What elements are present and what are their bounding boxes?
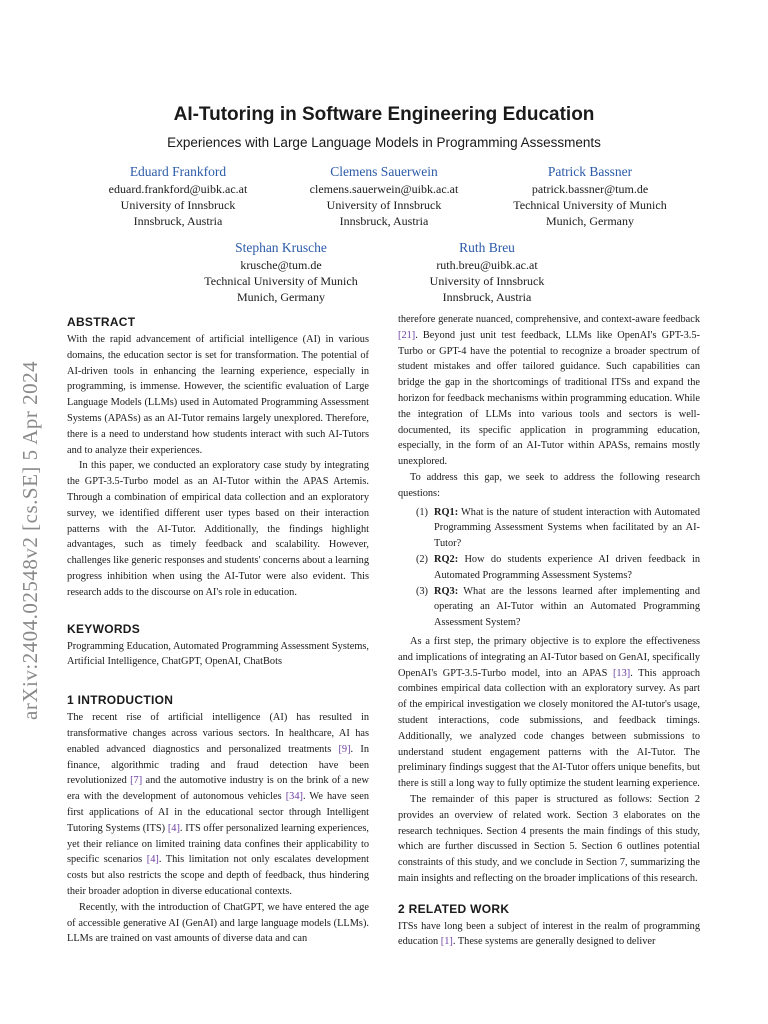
author-name[interactable]: Ruth Breu	[459, 240, 515, 255]
author-block	[367, 239, 607, 305]
intro-paragraph: The recent rise of artificial intelligence (AI) has resulted in transformative changes across various sectors. In healthcare, AI has enabled advanced diagnostics and personalized treatments [9]. In finance, algorithmic trading and fraud detection have been revolutionized [7] and the automotive industry is on the brink of a new era with the development of autonomous vehicles [34]. We have seen first applications of AI in the educational sector through Intelligent Tutoring Systems (ITS) [4]. ITS offer personalized learning experiences, yet their reliance on limited training data confines their applicability to specific scenarios [4]. This limitation not only escalates development costs but also restricts the scope and depth of feedback, thus hindering their broader adoption in diverse educational contexts.	[67, 712, 369, 897]
research-questions-list	[398, 505, 700, 631]
list-number: (3)	[415, 585, 428, 597]
author-name[interactable]: Stephan Krusche	[235, 240, 327, 255]
author-block	[58, 163, 298, 229]
intro-paragraph: The remainder of this paper is structured as follows: Section 2 provides an overview of related work. Section 3 elaborates on the research techniques. Section 4 presents the main findings of this study, which are further discussed in Section 5. Section 6 outlines potential constraints of this study, and we conclude in Section 7, summarizing the main insights and reflecting on the broader implications of this research.	[398, 793, 700, 884]
citation-link[interactable]: [4]	[167, 822, 180, 834]
author-email: ruth.breu@uibk.ac.at	[436, 258, 538, 272]
author-email: clemens.sauerwein@uibk.ac.at	[309, 182, 459, 196]
author-email: krusche@tum.de	[240, 258, 322, 272]
citation-link[interactable]: [1]	[440, 936, 453, 948]
keywords-text: Programming Education, Automated Programming Assessment Systems, Artificial Intelligence, ChatGPT, OpenAI, ChatBots	[67, 640, 369, 668]
intro-paragraph: As a first step, the primary objective is to explore the effectiveness and implications of integrating an AI-Tutor based on GenAI, specifically OpenAI's GPT-3.5-Turbo model, into an APAS [13]. This approach combines empirical data collection with an exploratory survey. As part of the empirical investigation we closely monitored the AI-tutor's usage, student interactions, code submissions, and feedback timings. Additionally, we analyzed code changes between submissions to understand student engagement patterns with the AI-Tutor. The preliminary findings suggest that the AI-Tutor offers unique benefits, but there is still a long way to fully optimize the student learning experience.	[398, 635, 700, 790]
related-paragraph: ITSs have long been a subject of interest in the realm of programming education [1]. These systems are generally designed to deliver	[398, 920, 700, 948]
author-name[interactable]: Patrick Bassner	[547, 164, 633, 179]
author-location: Innsbruck, Austria	[133, 214, 223, 228]
rq-label: RQ1:	[434, 506, 459, 518]
intro-paragraph: To address this gap, we seek to address the following research questions:	[398, 471, 700, 499]
list-number: (2)	[415, 553, 428, 565]
abstract-paragraph: In this paper, we conducted an exploratory case study by integrating the GPT-3.5-Turbo model as an AI-Tutor within the APAS Artemis. Through a combination of empirical data collection and an exploratory survey, we identified different user types based on their interaction patterns with the AI-Tutor. Additionally, the findings highlight advantages, such as timely feedback and scalability. However, challenges like generic responses and students' concerns about a learning progress inhibition when using the AI-Tutor were also evident. This research adds to the discourse on AI's role in education.	[67, 460, 370, 598]
related-work-heading: 2 RELATED WORK	[398, 901, 510, 916]
citation-link[interactable]: [9]	[338, 743, 351, 755]
citation-link[interactable]: [4]	[146, 854, 159, 866]
arxiv-identifier: arXiv:2404.02548v2 [cs.SE] 5 Apr 2024	[18, 360, 42, 720]
author-affiliation: Technical University of Munich	[513, 198, 667, 212]
author-affiliation: University of Innsbruck	[120, 198, 236, 212]
author-block	[161, 239, 401, 305]
author-block	[264, 163, 504, 229]
list-number: (1)	[415, 506, 428, 518]
abstract-paragraph: With the rapid advancement of artificial intelligence (AI) in various domains, the education sector is set for transformation. The potential of AI-driven tools in enhancing the learning experience, especially in programming, is immense. However, the scientific evaluation of Large Language Models (LLMs) used in Automated Programming Assessment Systems (APASs) as an AI-Tutor remains largely unexplored. Therefore, there is a need to understand how students interact with such AI-Tutors and to analyze their experiences.	[67, 334, 369, 456]
keywords-heading: KEYWORDS	[67, 621, 141, 636]
citation-link[interactable]: [7]	[130, 775, 143, 787]
intro-paragraph: therefore generate nuanced, comprehensive, and context-aware feedback [21]. Beyond just unit test feedback, LLMs like OpenAI's GPT-3.5-Turbo or GPT-4 have the potential to recognize a broader spectrum of student mistakes and offer tailored guidance. Such capabilities can bridge the gap in the shortcomings of traditional ITSs and expand the horizon for feedback mechanisms within programming education. While the integration of LLMs into various tools and sectors is well-documented, its specific application in programming education, especially, in the form of an AI-Tutor within APASs, remains mostly unexplored.	[398, 314, 700, 468]
research-question: (3) RQ3: What are the lessons learned after implementing and operating an AI-Tutor within an Automated Programming Assessment System?	[398, 584, 700, 631]
author-affiliation: University of Innsbruck	[326, 198, 442, 212]
author-location: Innsbruck, Austria	[442, 290, 532, 304]
paper-title: AI-Tutoring in Software Engineering Education	[173, 104, 595, 125]
author-block	[470, 163, 710, 229]
introduction-heading: 1 INTRODUCTION	[67, 693, 174, 708]
citation-link[interactable]: [21]	[398, 329, 416, 341]
author-name[interactable]: Clemens Sauerwein	[330, 164, 438, 179]
research-question: (1) RQ1: What is the nature of student interaction with Automated Programming Assessment Systems when facilitated by an AI-Tutor?	[398, 505, 700, 552]
author-affiliation: Technical University of Munich	[204, 274, 358, 288]
rq-label: RQ3:	[434, 585, 459, 597]
author-email: eduard.frankford@uibk.ac.at	[108, 182, 248, 196]
author-affiliation: University of Innsbruck	[429, 274, 545, 288]
author-name[interactable]: Eduard Frankford	[129, 164, 227, 179]
abstract-heading: ABSTRACT	[67, 315, 136, 329]
research-question: (2) RQ2: How do students experience AI driven feedback in Automated Programming Assessment Systems?	[398, 552, 700, 584]
rq-label: RQ2:	[434, 553, 459, 565]
author-location: Munich, Germany	[237, 290, 325, 304]
intro-paragraph: Recently, with the introduction of ChatGPT, we have entered the age of accessible generative AI (GenAI) and large language models (LLMs). LLMs are trained on vast amounts of diverse data and can	[67, 901, 369, 945]
author-location: Munich, Germany	[546, 214, 634, 228]
author-email: patrick.bassner@tum.de	[531, 182, 649, 196]
citation-link[interactable]: [34]	[285, 791, 303, 803]
right-column	[398, 312, 700, 950]
paper-subtitle: Experiences with Large Language Models in Programming Assessments	[167, 135, 601, 150]
author-location: Innsbruck, Austria	[339, 214, 429, 228]
citation-link[interactable]: [13]	[612, 667, 631, 679]
left-column	[67, 312, 369, 947]
